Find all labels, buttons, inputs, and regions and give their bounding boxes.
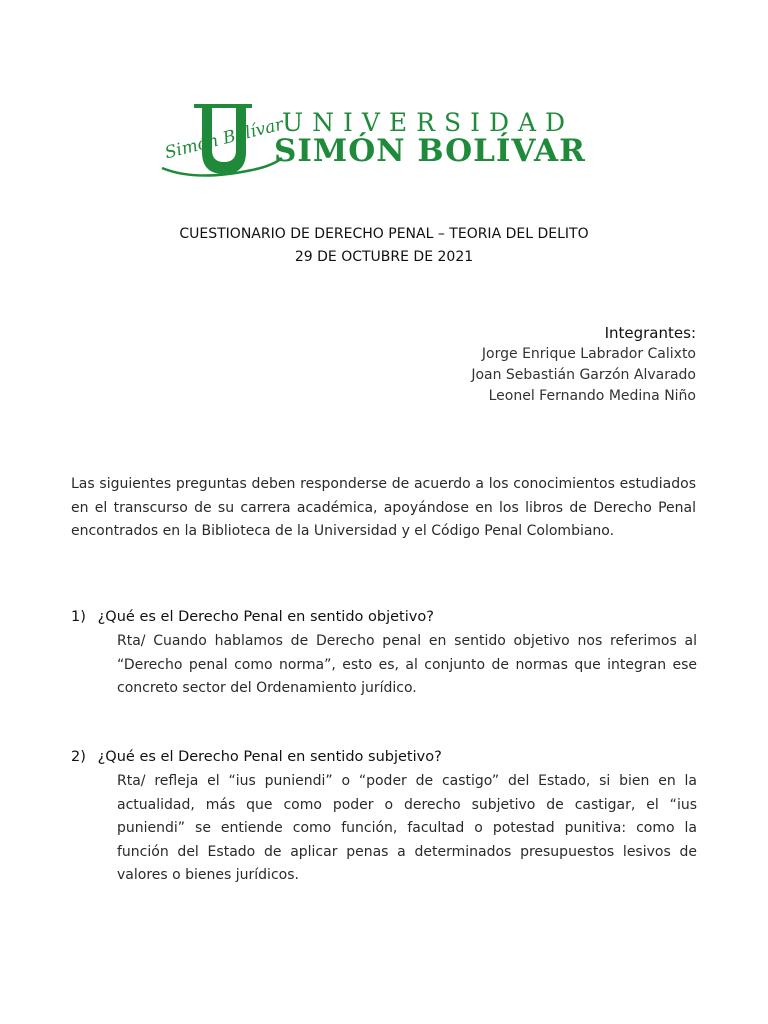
members-heading: Integrantes: [604, 324, 696, 342]
document-date: 29 DE OCTUBRE DE 2021 [294, 249, 474, 265]
intro-paragraph: Las siguientes preguntas deben responderse de acuerdo a los conocimientos estudiados en el transcurso de su carrera académica, apoyándose en los libros de Derecho Penal encontrados en la Biblioteca de la Universidad y el Código Penal Colombiano. [71, 476, 696, 539]
svg-text:Simón Bolívar: Simón Bolívar [162, 114, 286, 164]
document-title: CUESTIONARIO DE DERECHO PENAL – TEORIA DEL DELITO [179, 226, 589, 242]
logo-line-2: SIMÓN BOLÍVAR [274, 133, 586, 169]
university-logo [156, 98, 618, 184]
question-text: ¿Qué es el Derecho Penal en sentido objetivo? [97, 609, 434, 625]
member-name: Leonel Fernando Medina Niño [488, 388, 696, 404]
question-1 [71, 609, 696, 625]
answer-1: Rta/ Cuando hablamos de Derecho penal en sentido objetivo nos referimos al “Derecho penal como norma”, esto es, al conjunto de normas que integran ese concreto sector del Ordenamiento jurídico. [117, 633, 697, 696]
member-name: Jorge Enrique Labrador Calixto [481, 346, 696, 362]
answer-2: Rta/ refleja el “ius puniendi” o “poder de castigo” del Estado, si bien en la actualidad, más que como poder o derecho subjetivo de castigar, el “ius puniendi” se entiende como función, facultad o potestad punitiva: como la función del Estado de aplicar penas a determinados presupuestos lesivos de valores o bienes jurídicos. [117, 773, 697, 883]
logo-line-1: UNIVERSIDAD [282, 108, 575, 137]
signature-icon [156, 98, 286, 184]
member-name: Joan Sebastián Garzón Alvarado [471, 367, 696, 383]
question-number: 2) [71, 749, 86, 765]
question-number: 1) [71, 609, 86, 625]
question-text: ¿Qué es el Derecho Penal en sentido subjetivo? [97, 749, 442, 765]
question-2 [71, 749, 696, 765]
members-block [296, 322, 696, 407]
